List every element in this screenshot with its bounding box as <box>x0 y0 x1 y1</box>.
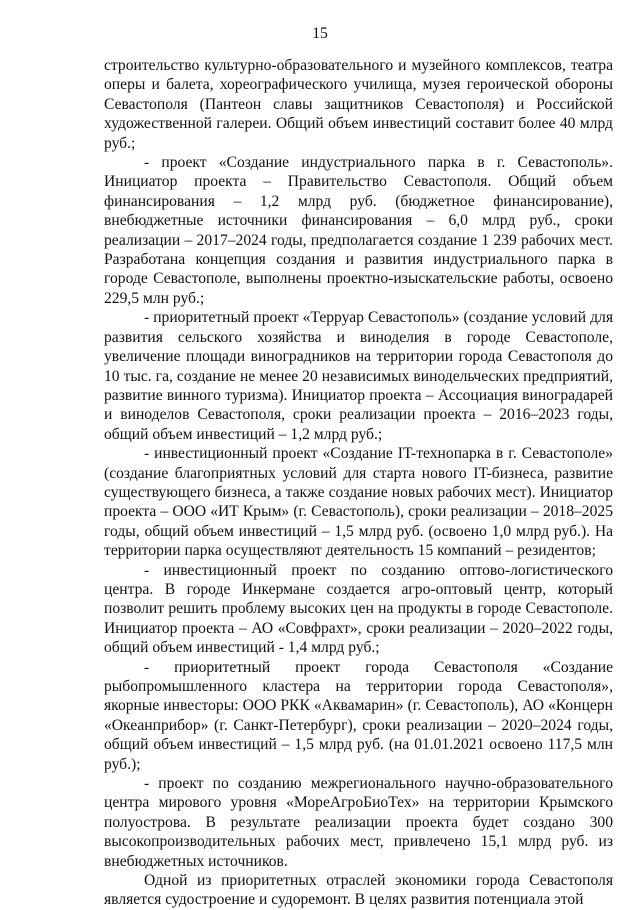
body-text <box>104 56 613 910</box>
paragraph-continuation: строительство культурно-образовательного и музейного комплексов, театра оперы и балета, хореографического училища, музея героической обороны Севастополя (Пантеон славы защитников Севастополя) и Российской художественной галереи. Общий объем инвестиций составит более 40 млрд руб.; <box>104 57 613 152</box>
paragraph-shipbuilding: Одной из приоритетных отраслей экономики города Севастополя является судостроение и судоремонт. В целях развития потенциала этой <box>104 872 613 909</box>
page-number: 15 <box>312 25 328 42</box>
paragraph-terroir-sevastopol: - приоритетный проект «Терруар Севастополь» (создание условий для развития сельского хозяйства и виноделия в городе Севастополе, увеличение площади виноградников на территории города Севастополя до 10 тыс. га, создание не менее 20 независимых винодельческих предприятий, развитие винного туризма). Инициатор проекта – Ассоциация виноградарей и виноделов Севастополя, сроки реализации проекта – 2016–2023 годы, общий объем инвестиций – 1,2 млрд руб.; <box>104 309 613 443</box>
paragraph-logistics-center: - инвестиционный проект по созданию оптово-логистического центра. В городе Инкермане создается агро-оптовый центр, который позволит решить проблему высоких цен на продукты в городе Севастополе. Инициатор проекта – АО «Совфрахт», сроки реализации – 2020–2022 годы, общий объем инвестиций - 1,4 млрд руб.; <box>104 561 613 657</box>
paragraph-industrial-park: - проект «Создание индустриального парка в г. Севастополь». Инициатор проекта – Правительство Севастополя. Общий объем финансирования – 1,2 млрд руб. (бюджетное финансирование), внебюджетные источники финансирования – 6,0 млрд руб., сроки реализации – 2017–2024 годы, предполагается создание 1 239 рабочих мест. Разработана концепция создания и развития индустриального парка в городе Севастополе, выполнены проектно-изыскательские работы, освоено 229,5 млн руб.; <box>104 154 613 307</box>
paragraph-moreagrobiotech: - проект по созданию межрегионального научно-образовательного центра мирового уровня «МореАгроБиоТех» на территории Крымского полуострова. В результате реализации проекта будет создано 300 высокопроизводительных рабочих мест, привлечено 15,1 млрд руб. из внебюджетных источников. <box>104 775 613 870</box>
paragraph-fish-cluster: - приоритетный проект города Севастополя «Создание рыбопромышленного кластера на территории города Севастополя», якорные инвесторы: ООО РКК «Аквамарин» (г. Севастополь), АО «Концерн «Океанприбор» (г. Санкт-Петербург), сроки реализации – 2020–2024 годы, общий объем инвестиций – 1,5 млрд руб. (на 01.01.2021 освоено 117,5 млн руб.); <box>104 658 613 773</box>
paragraph-it-technopark: - инвестиционный проект «Создание IT-технопарка в г. Севастополе» (создание благоприятных условий для старта нового IT-бизнеса, развитие существующего бизнеса, а также создание новых рабочих мест). Инициатор проекта – ООО «ИТ Крым» (г. Севастополь), сроки реализации – 2018–2025 годы, общий объем инвестиций – 1,5 млрд руб. (освоено 1,0 млрд руб.). На территории парка осуществляют деятельность 15 компаний – резидентов; <box>104 445 613 560</box>
